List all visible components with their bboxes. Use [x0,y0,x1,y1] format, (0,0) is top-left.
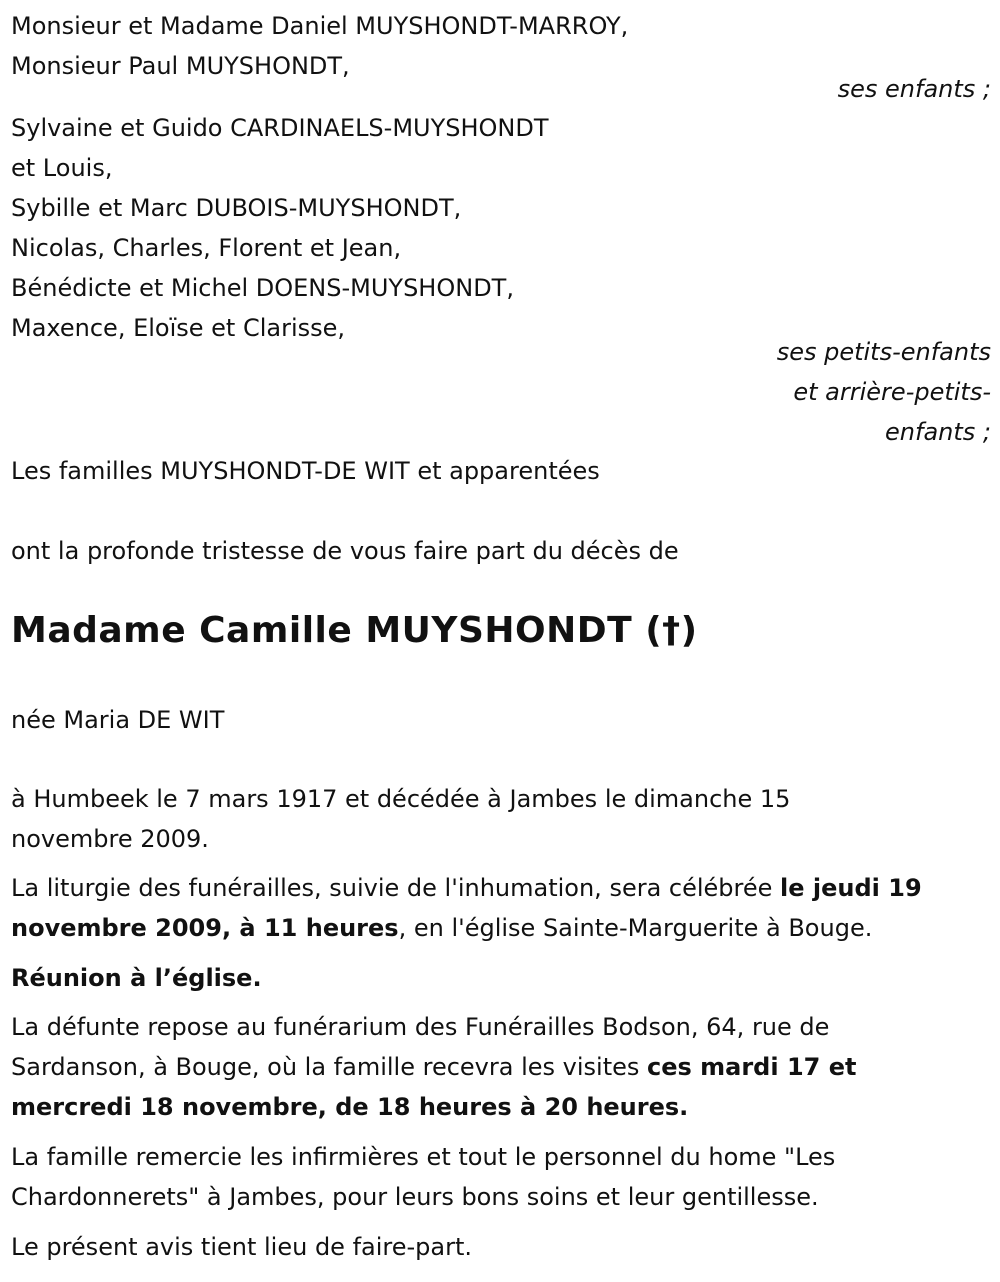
grandchildren-line-1: Sylvaine et Guido CARDINAELS-MUYSHONDT [11,114,549,142]
funeral-line-2 [11,908,872,948]
born-name: née Maria DE WIT [11,706,225,734]
meeting-line [11,958,262,998]
grandchildren-line-2: et Louis, [11,154,113,182]
funeral-text: La liturgie des funérailles, suivie de l'inhumation, sera célébrée [11,874,781,902]
children-role: ses enfants ; [837,75,991,103]
thanks-line-1: La famille remercie les infirmières et tout le personnel du home "Les [11,1143,836,1171]
grandchildren-role-1: ses petits-enfants [776,338,991,366]
children-line-1: Monsieur et Madame Daniel MUYSHONDT-MARROY, [11,12,629,40]
visitation-hours: mercredi 18 novembre, de 18 heures à 20 heures. [11,1093,689,1121]
funeral-location: , en l'église Sainte-Marguerite à Bouge. [398,914,873,942]
children-line-2: Monsieur Paul MUYSHONDT, [11,52,350,80]
families-line: Les familles MUYSHONDT-DE WIT et apparentées [11,457,600,485]
visitation-line-3 [11,1087,688,1127]
grandchildren-line-3: Sybille et Marc DUBOIS-MUYSHONDT, [11,194,462,222]
grandchildren-line-5: Bénédicte et Michel DOENS-MUYSHONDT, [11,274,514,302]
birth-death-line-1: à Humbeek le 7 mars 1917 et décédée à Jambes le dimanche 15 [11,785,791,813]
grandchildren-role-2: et arrière-petits- [793,378,991,406]
deceased-name: Madame Camille MUYSHONDT (†) [11,610,698,651]
announcement-line: ont la profonde tristesse de vous faire part du décès de [11,537,679,565]
meeting-text: Réunion à l’église. [11,964,262,992]
funeral-date: le jeudi 19 [780,874,922,902]
funeral-time: novembre 2009, à 11 heures [11,914,399,942]
visitation-line-2 [11,1047,856,1087]
grandchildren-line-4: Nicolas, Charles, Florent et Jean, [11,234,402,262]
closing-line: Le présent avis tient lieu de faire-part. [11,1233,473,1261]
grandchildren-line-6: Maxence, Eloïse et Clarisse, [11,314,346,342]
birth-death-line-2: novembre 2009. [11,825,209,853]
funeral-line-1 [11,868,922,908]
visitation-text: Sardanson, à Bouge, où la famille recevra les visites [11,1053,647,1081]
visitation-line-1: La défunte repose au funérarium des Funérailles Bodson, 64, rue de [11,1013,830,1041]
grandchildren-role-3: enfants ; [885,418,991,446]
thanks-line-2: Chardonnerets" à Jambes, pour leurs bons soins et leur gentillesse. [11,1183,819,1211]
visitation-dates: ces mardi 17 et [647,1053,857,1081]
